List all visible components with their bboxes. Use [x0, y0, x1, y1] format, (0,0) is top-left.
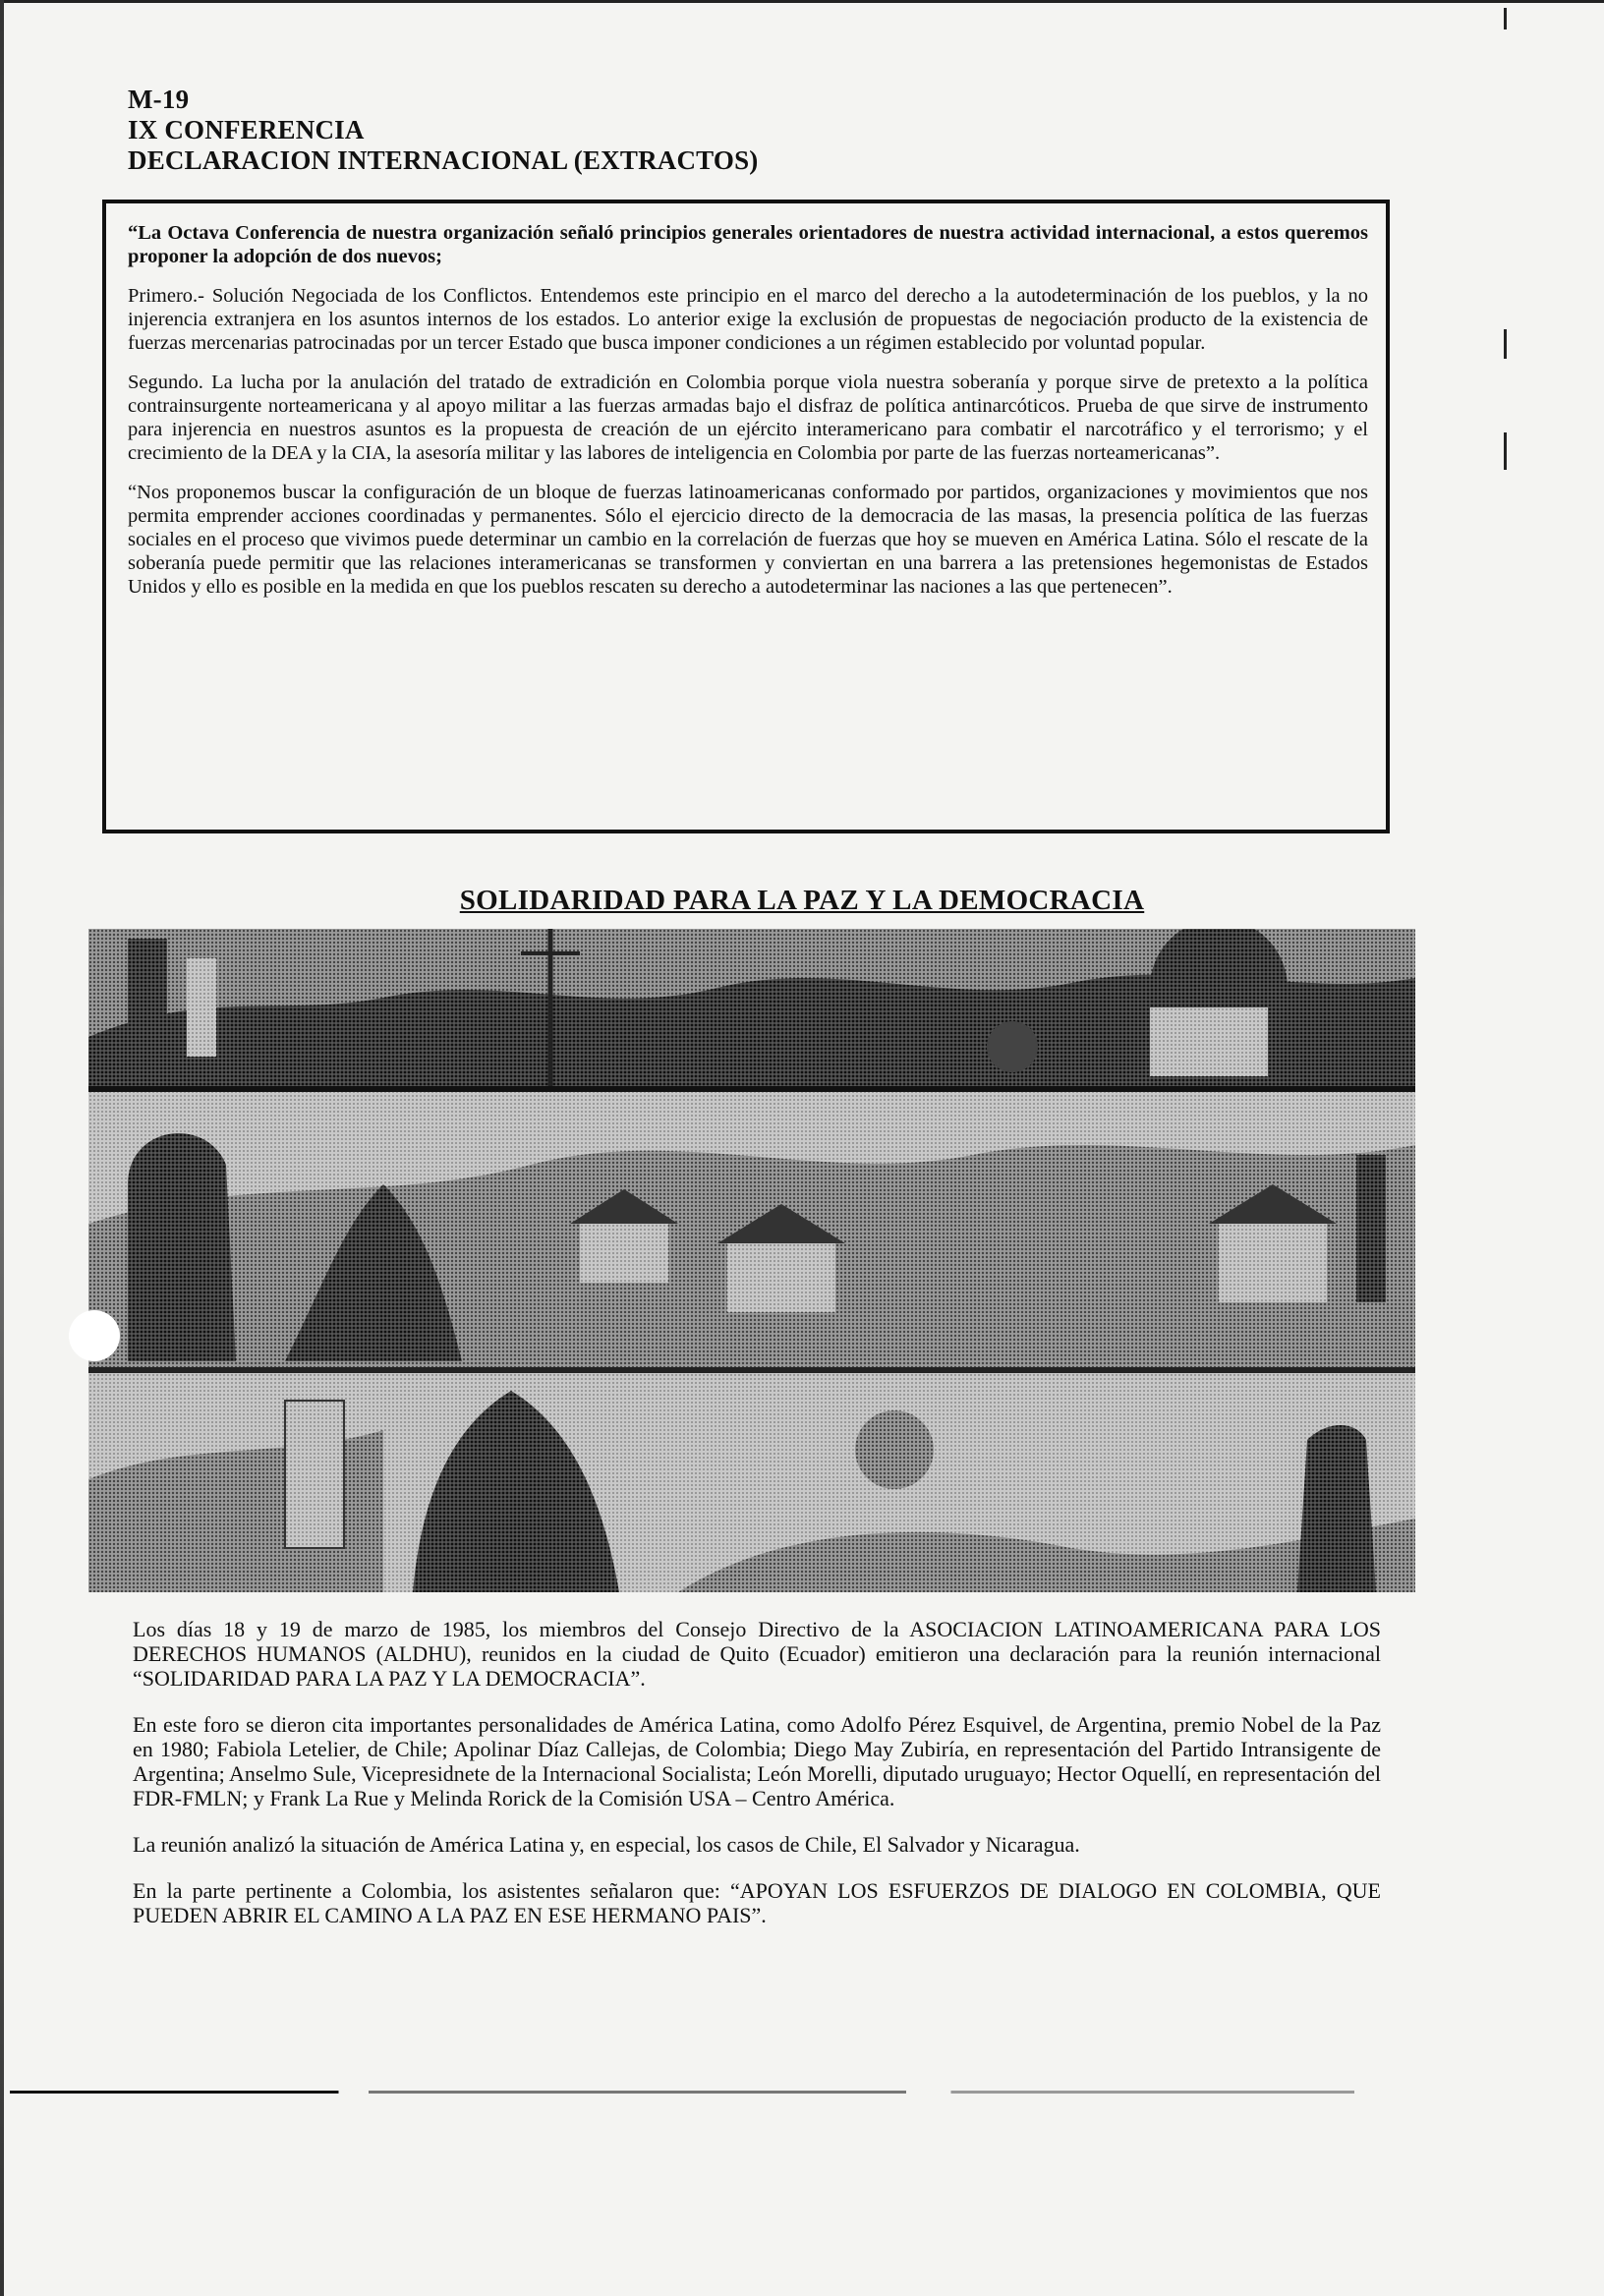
mural-image — [88, 929, 1415, 1592]
scan-mark — [1504, 432, 1507, 470]
excerpt-paragraph: “La Octava Conferencia de nuestra organización señaló principios generales orientadores de nuestra actividad internacional, a estos queremos proponer la adopción de dos nuevos; — [128, 222, 1368, 267]
body-paragraph: En este foro se dieron cita importantes personalidades de América Latina, como Adolfo Pérez Esquivel, de Argentina, premio Nobel de la Paz en 1980; Fabiola Letelier, de Chile; Apolinar Díaz Callejas, de Colombia; Diego May Zubiría, en representación del Partido Intransigente de Argentina; Anselmo Sule, Vicepresidnete de la Internacional Socialista; León Morelli, diputado uruguayo; Hector Oquellí, en representación del FDR-FMLN; y Frank La Rue y Melinda Rorick de la Comisión USA – Centro América. — [133, 1712, 1381, 1810]
header-declaration: DECLARACION INTERNACIONAL (EXTRACTOS) — [128, 145, 759, 175]
header-code: M-19 — [128, 85, 190, 114]
section-title: SOLIDARIDAD PARA LA PAZ Y LA DEMOCRACIA — [459, 885, 1145, 916]
scan-mark — [1504, 8, 1507, 29]
mural-illustration — [88, 929, 1415, 1592]
declaration-excerpt-box — [102, 200, 1390, 833]
bottom-rule — [10, 2091, 1504, 2094]
body-paragraph: La reunión analizó la situación de América Latina y, en especial, los casos de Chile, El Salvador y Nicaragua. — [133, 1832, 1080, 1857]
punch-hole — [69, 1310, 120, 1361]
article-body — [133, 1617, 1381, 1949]
excerpt-paragraph: “Nos proponemos buscar la configuración de un bloque de fuerzas latinoamericanas conformado por partidos, organizaciones y movimientos que nos permita emprender acciones coordinadas y permanentes. Sólo el ejercicio directo de la democracia de las masas, la presencia política de las fuerzas sociales en el proceso que vivimos puede determinar un cambio en la correlación de fuerzas que hoy se mueven en América Latina. Sólo el rescate de la soberanía puede permitir que las relaciones interamericanas se transformen y conviertan en una barrera a las pretensiones hegemonistas de Estados Unidos y ello es posible en la medida en que los pueblos rescaten su derecho a autodeterminar las naciones a las que pertenecen”. — [128, 482, 1368, 598]
page-top-edge — [0, 0, 1604, 3]
body-paragraph: Los días 18 y 19 de marzo de 1985, los miembros del Consejo Directivo de la ASOCIACION LATINOAMERICANA PARA LOS DERECHOS HUMANOS (ALDHU), reunidos en la ciudad de Quito (Ecuador) emitieron una declaración para la reunión internacional “SOLIDARIDAD PARA LA PAZ Y LA DEMOCRACIA”. — [133, 1617, 1381, 1691]
excerpt-paragraph: Primero.- Solución Negociada de los Conflictos. Entendemos este principio en el marco del derecho a la autodeterminación de los pueblos, y la no injerencia extranjera en los asuntos internos de los estados. Lo anterior exige la exclusión de propuestas de negociación producto de la existencia de fuerzas mercenarias patrocinadas por un tercer Estado que busca imponer condiciones a un régimen establecido por voluntad popular. — [128, 285, 1368, 354]
document-header — [128, 85, 759, 176]
page-left-edge — [0, 0, 4, 2296]
scan-mark — [1504, 329, 1507, 359]
excerpt-paragraph: Segundo. La lucha por la anulación del tratado de extradición en Colombia porque viola nuestra soberanía y porque sirve de pretexto a la política contrainsurgente norteamericana y al apoyo militar a las fuerzas armadas bajo el disfraz de política antinarcóticos. Prueba de que sirve de instrumento para injerencia en nuestros asuntos es la propuesta de creación de un ejército interamericano para combatir el narcotráfico y el terrorismo; y el crecimiento de la DEA y la CIA, la asesoría militar y las labores de inteligencia en Colombia por parte de las fuerzas norteamericanas”. — [128, 372, 1368, 464]
body-paragraph: En la parte pertinente a Colombia, los asistentes señalaron que: “APOYAN LOS ESFUERZOS DE DIALOGO EN COLOMBIA, QUE PUEDEN ABRIR EL CAMINO A LA PAZ EN ESE HERMANO PAIS”. — [133, 1878, 1381, 1927]
header-conference: IX CONFERENCIA — [128, 115, 365, 144]
